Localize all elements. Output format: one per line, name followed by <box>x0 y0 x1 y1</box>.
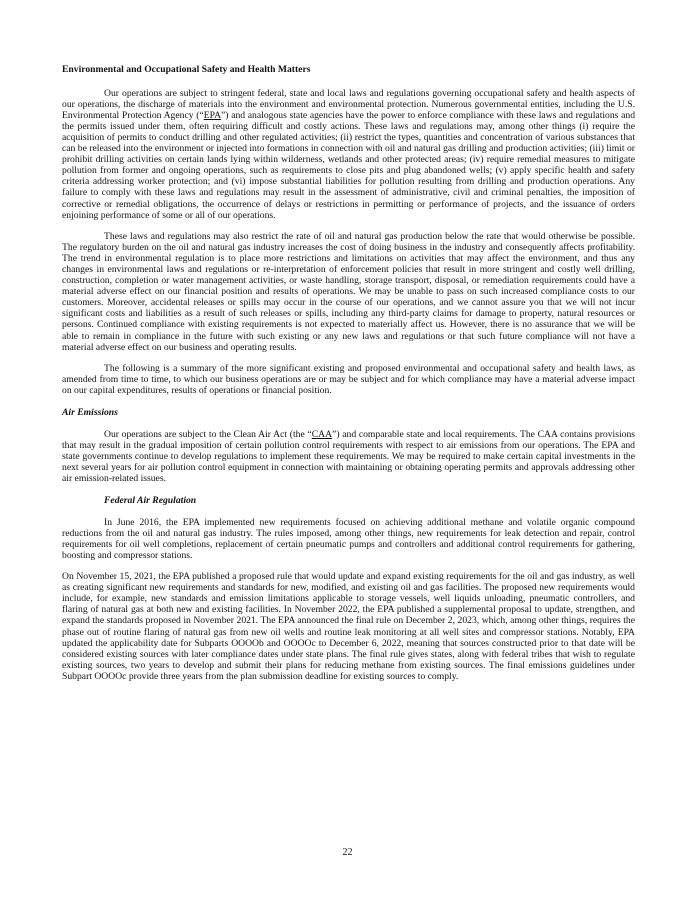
text-run: ”) and analogous state agencies have the power to enforce compliance with these laws and regulations and the permits issued under them, often requiring difficult and costly actions. These laws and regulations may, among other things (i) require the acquisition of permits to conduct drilling and other regulated activities; (ii) restrict the types, quantities and concentration of various substances that can be released into the environment or injected into formations in connection with oil and natural gas drilling and production activities; (iii) limit or prohibit drilling activities on certain lands lying within wilderness, wetlands and other protected areas; (iv) require remedial measures to mitigate pollution from former and ongoing operations, such as requirements to close pits and plug abandoned wells; (v) apply specific health and safety criteria addressing worker protection; and (vi) impose substantial liabilities for pollution resulting from drilling and production operations. Any failure to comply with these laws and regulations may result in the assessment of administrative, civil and criminal penalties, the imposition of corrective or remedial obligations, the occurrence of delays or restrictions in permitting or performance of projects, and the issuance of orders enjoining performance of some or all of our operations. <box>62 110 636 221</box>
text-run: ”) and comparable state and local requirements. The CAA contains provisions that may result in the gradual imposition of certain pollution control requirements with respect to air emissions from our operations. The EPA and state governments continue to develop regulations to implement these requirements. We may be required to make certain capital investments in the next several years for air pollution control equipment in connection with maintaining or obtaining operating permits and approvals addressing other air emission-related issues. <box>62 428 636 484</box>
paragraph-summary-intro: The following is a summary of the more significant existing and proposed environmental and occupational safety and health laws, as amended from time to time, to which our business operations are or may be subject and for which compliance may have a material adverse impact on our capital expenditures, results of operations or financial position. <box>62 363 635 397</box>
federal-air-regulation-heading: Federal Air Regulation <box>104 494 197 506</box>
epa-defined-term: EPA <box>203 110 222 122</box>
paragraph-2016-requirements: In June 2016, the EPA implemented new requirements focused on achieving additional methane and volatile organic compound reductions from the oil and natural gas industry. The rules imposed, among other things, new requirements for leak detection and repair, control requirements for oil well completions, replacement of certain pneumatic pumps and controllers and additional control requirements for gathering, boosting and compressor stations. <box>62 516 635 561</box>
page-number: 22 <box>342 847 353 858</box>
paragraph-regulatory-burden: These laws and regulations may also restrict the rate of oil and natural gas production below the rate that would otherwise be possible. The regulatory burden on the oil and natural gas industry increases the cost of doing business in the industry and consequently affects profitability. The trend in environmental regulation is to place more restrictions and limitations on activities that may affect the environment, and thus any changes in environmental laws and regulations or re-interpretation of enforcement policies that result in more stringent and costly well drilling, construction, completion or water management activities, or waste handling, storage transport, disposal, or remediation requirements could have a material adverse effect on our financial position and results of operations. We may be unable to pass on such increased compliance costs to our customers. Moreover, accidental releases or spills may occur in the course of our operations, and we cannot assure you that we will not incur significant costs and liabilities as a result of such releases or spills, including any third-party claims for damage to property, natural resources or persons. Continued compliance with existing requirements is not expected to materially affect us. However, there is no assurance that we will be able to remain in compliance in the future with such existing or any new laws and regulations or that such future compliance will not have a material adverse effect on our business and operating results. <box>62 231 635 353</box>
paragraph-overview <box>62 88 635 221</box>
air-emissions-heading: Air Emissions <box>62 406 118 418</box>
paragraph-2021-proposed-rule: On November 15, 2021, the EPA published a proposed rule that would update and expand existing requirements for the oil and gas industry, as well as creating significant new requirements and standards for new, modified, and existing oil and gas facilities. The proposed new requirements would include, for example, new standards and emission limitations applicable to storage vessels, well liquids unloading, pneumatic controllers, and flaring of natural gas at both new and existing facilities. In November 2022, the EPA published a supplemental proposal to update, strengthen, and expand the standards proposed in November 2021. The EPA announced the final rule on December 2, 2023, which, among other things, requires the phase out of routine flaring of natural gas from new oil wells and routine leak monitoring at all well sites and compressor stations. Notably, EPA updated the applicability date for Subparts OOOOb and OOOOc to December 6, 2022, meaning that sources constructed prior to that date will be considered existing sources with later compliance dates under state plans. The final rule gives states, along with federal tribes that wish to regulate existing sources, two years to develop and submit their plans for reducing methane from existing sources. The final emissions guidelines under Subpart OOOOc provide three years from the plan submission deadline for existing sources to comply. <box>62 571 635 682</box>
document-page <box>62 64 635 692</box>
paragraph-clean-air-act <box>62 429 635 484</box>
caa-defined-term: CAA <box>311 428 333 440</box>
text-run: Our operations are subject to the Clean Air Act (the “ <box>104 428 312 440</box>
section-heading: Environmental and Occupational Safety and Health Matters <box>62 64 311 75</box>
text-run: Our operations are subject to stringent federal, state and local laws and regulations governing occupational safety and health aspects of our operations, the discharge of materials into the environment and environmental protection. Numerous governmental entities, including the U.S. Environmental Protection Agency (“ <box>62 88 635 122</box>
